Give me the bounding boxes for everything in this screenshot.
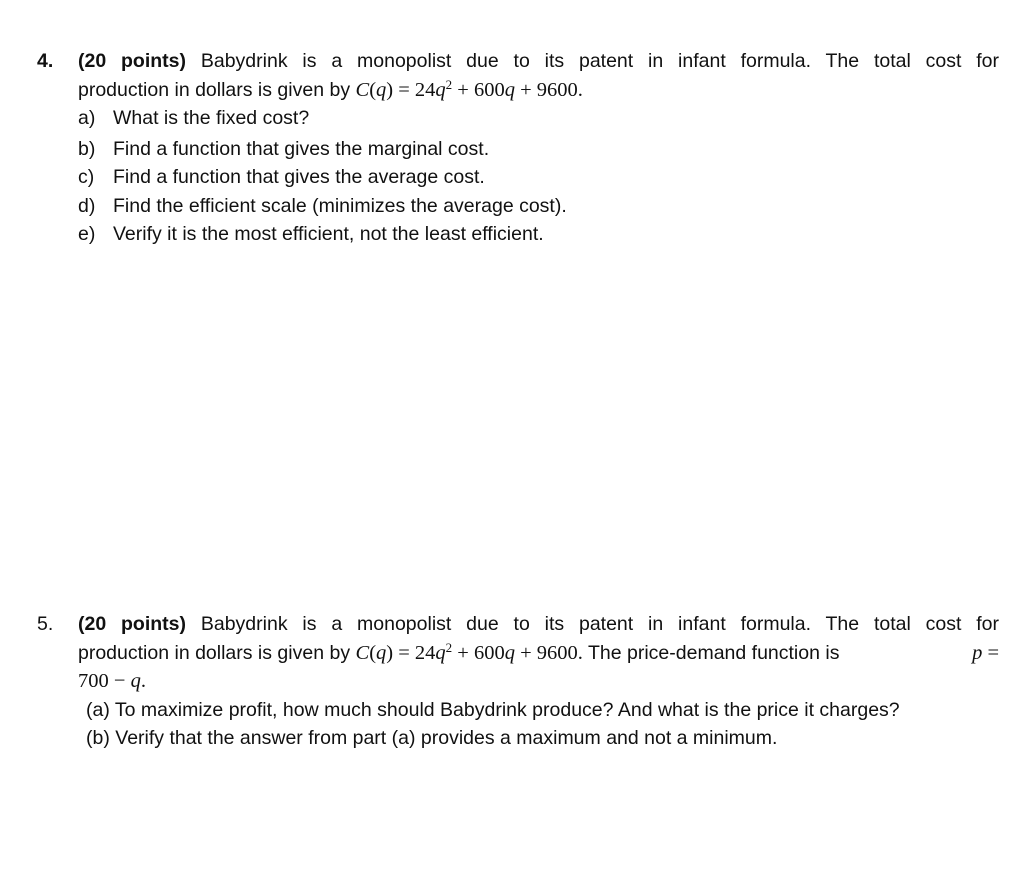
problem-4-intro	[78, 47, 999, 76]
part-text: Verify that the answer from part (a) provides a maximum and not a minimum.	[115, 727, 778, 749]
problem-5-line-2	[78, 639, 999, 668]
problem-4-intro-text: Babydrink is a monopolist due to its patent in infant formula. The total cost for	[200, 50, 999, 72]
problem-5-price-lhs: p =	[972, 641, 999, 664]
problem-5-cost-function: $C(q) = 24q^2 + 600q + 9600$.	[355, 639, 583, 664]
part-label: b)	[78, 137, 96, 160]
part-text: Find a function that gives the average cost.	[113, 166, 485, 188]
part-text: Find the efficient scale (minimizes the average cost).	[113, 194, 567, 217]
part-text: What is the fixed cost?	[113, 107, 310, 129]
problem-5-part-b	[86, 724, 999, 753]
problem-5-points: (20 points)	[78, 613, 187, 635]
problem-4	[37, 47, 999, 249]
problem-5-intro-text: Babydrink is a monopolist due to its patent in infant formula. The total cost for	[200, 613, 999, 635]
problem-4-part-d	[78, 192, 999, 221]
problem-5-demand-intro: The price-demand function is	[587, 641, 840, 664]
problem-4-cost-intro: production in dollars is given by	[78, 78, 351, 101]
part-text: Find a function that gives the marginal cost.	[113, 137, 490, 160]
problem-5-part-a	[86, 696, 999, 725]
problem-5-cost-intro: production in dollars is given by	[78, 641, 351, 664]
problem-5	[37, 610, 999, 753]
problem-4-points: (20 points)	[78, 50, 187, 72]
problem-5-demand-function: 700 − q.	[78, 670, 146, 692]
problem-4-line-1	[37, 47, 999, 76]
problem-4-cost-function: $C(q) = 24q^2 + 600q + 9600$.	[355, 76, 583, 101]
part-label: d)	[78, 194, 96, 217]
part-label: (a)	[86, 698, 110, 721]
problem-4-part-e	[78, 220, 999, 249]
problem-4-part-a	[78, 104, 999, 133]
part-label: c)	[78, 166, 95, 188]
part-text: Verify it is the most efficient, not the least efficient.	[113, 223, 544, 245]
part-label: a)	[78, 107, 96, 129]
problem-4-number: 4.	[37, 50, 54, 72]
problem-5-line-3	[78, 667, 999, 696]
problem-4-part-c	[78, 163, 999, 192]
part-text: To maximize profit, how much should Babydrink produce? And what is the price it charges?	[114, 698, 900, 721]
part-label: (b)	[86, 727, 110, 749]
problem-4-line-2	[78, 76, 999, 105]
problem-5-line-1	[37, 610, 999, 639]
problem-5-number: 5.	[37, 613, 54, 635]
part-label: e)	[78, 223, 96, 245]
problem-5-intro	[78, 610, 999, 639]
problem-4-part-b	[78, 135, 999, 164]
